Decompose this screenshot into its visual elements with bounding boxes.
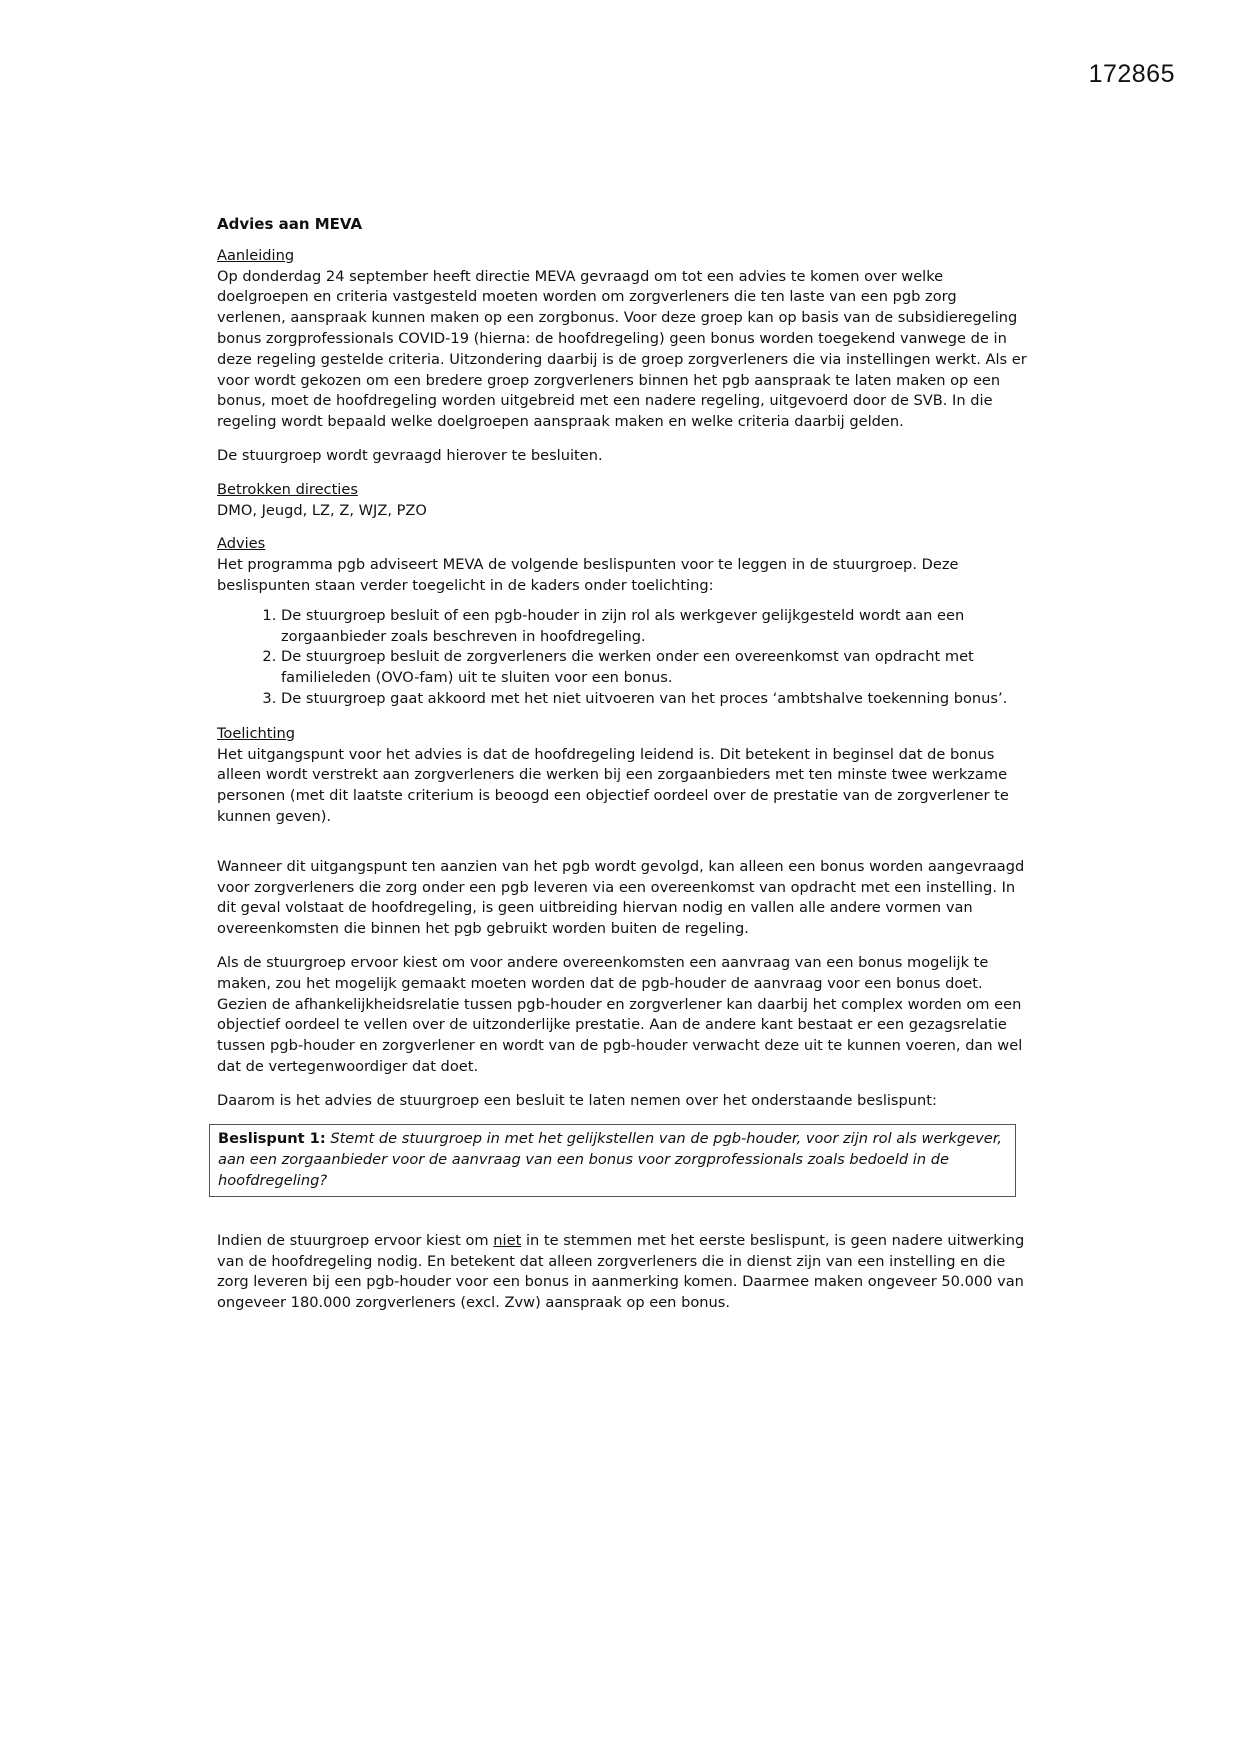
toelichting-paragraph-2: Wanneer dit uitgangspunt ten aanzien van het pgb wordt gevolgd, kan alleen een bonus worden aangevraagd voor zorgverleners die zorg onder een pgb leveren via een overeenkomst van opdracht met een instelling. In dit geval volstaat de hoofdregeling, is geen uitbreiding hiervan nodig en vallen alle andere vormen van overeenkomsten die binnen het pgb gebruikt worden buiten de regeling. — [217, 857, 1025, 938]
document-body — [217, 214, 1027, 1327]
section-betrokken-directies — [217, 480, 1027, 522]
heading-betrokken-directies: Betrokken directies — [217, 480, 358, 498]
heading-toelichting: Toelichting — [217, 724, 296, 742]
toelichting-paragraph-4: Daarom is het advies de stuurgroep een besluit te laten nemen over het onderstaande beslispunt: — [217, 1091, 937, 1109]
beslispunt-1-box — [209, 1124, 1016, 1196]
paragraph-spacer — [217, 841, 1027, 857]
advies-intro: Het programma pgb adviseert MEVA de volgende beslispunten voor te leggen in de stuurgroep. Deze beslispunten staan verder toegelicht in de kaders onder toelichting: — [217, 556, 959, 594]
section-toelichting — [217, 724, 1027, 1112]
beslispunt-1-label: Beslispunt 1: — [218, 1130, 326, 1148]
document-number: 172865 — [1088, 60, 1175, 88]
beslispunt-1-text: Stemt de stuurgroep in met het gelijkstellen van de pgb-houder, voor zijn rol als werkgever, aan een zorgaanbieder voor de aanvraag van een bonus voor zorgprofessionals zoals bedoeld in de hoofdregeling? — [218, 1130, 1003, 1190]
section-advies — [217, 534, 1027, 709]
toelichting-paragraph-3: Als de stuurgroep ervoor kiest om voor andere overeenkomsten een aanvraag van een bonus mogelijk te maken, zou het mogelijk gemaakt moeten worden dat de pgb-houder de aanvraag voor een bonus doet. Gezien de afhankelijkheidsrelatie tussen pgb-houder en zorgverlener kan daarbij het complex worden om een objectief oordeel te vellen over de uitzonderlijke prestatie. Aan de andere kant bestaat er een gezagsrelatie tussen pgb-houder en zorgverlener en wordt van de pgb-houder verwacht deze uit te kunnen voeren, dan wel dat de vertegenwoordiger dat doet. — [217, 953, 1023, 1075]
document-title: Advies aan MEVA — [217, 215, 363, 233]
aanleiding-paragraph-2: De stuurgroep wordt gevraagd hierover te besluiten. — [217, 446, 603, 464]
toelichting-paragraph-1: Het uitgangspunt voor het advies is dat de hoofdregeling leidend is. Dit betekent in beginsel dat de bonus alleen wordt verstrekt aan zorgverleners die werken bij een zorgaanbieders met ten minste twee werkzame personen (met dit laatste criterium is beoogd een objectief oordeel over de prestatie van de zorgverlener te kunnen geven). — [217, 745, 1009, 825]
section-aanleiding — [217, 246, 1027, 467]
conclusie-text-before: Indien de stuurgroep ervoor kiest om — [217, 1231, 494, 1249]
conclusie-underlined-word: niet — [493, 1231, 522, 1249]
conclusie-text-after: in te stemmen met het eerste beslispunt, is geen nadere uitwerking van de hoofdregeling nodig. En betekent dat alleen zorgverleners die in dienst zijn van een instelling en die zorg leveren bij een pgb-houder voor een bonus in aanmerking komen. Daarmee maken ongeveer 50.000 van ongeveer 180.000 zorgverleners (excl. Zvw) aanspraak op een bonus. — [217, 1231, 1025, 1312]
beslispunten-list — [217, 606, 1027, 710]
beslispunt-item: 3. De stuurgroep gaat akkoord met het niet uitvoeren van het proces ‘ambtshalve toekenning bonus’. — [281, 689, 1027, 710]
beslispunt-item: 2. De stuurgroep besluit de zorgverleners die werken onder een overeenkomst van opdracht met familieleden (OVO-fam) uit te sluiten voor een bonus. — [281, 647, 1027, 689]
aanleiding-paragraph-1: Op donderdag 24 september heeft directie MEVA gevraagd om tot een advies te komen over welke doelgroepen en criteria vastgesteld moeten worden om zorgverleners die ten laste van een pgb zorg verlenen, aanspraak kunnen maken op een zorgbonus. Voor deze groep kan op basis van de subsidieregeling bonus zorgprofessionals COVID-19 (hierna: de hoofdregeling) geen bonus worden toegekend vanwege de in deze regeling gestelde criteria. Uitzondering daarbij is de groep zorgverleners die via instellingen werkt. Als er voor wordt gekozen om een bredere groep zorgverleners binnen het pgb aanspraak te laten maken op een bonus, moet de hoofdregeling worden uitgebreid met een nadere regeling, uitgevoerd door de SVB. In die regeling wordt bepaald welke doelgroepen aanspraak maken en welke criteria daarbij gelden. — [217, 267, 1027, 431]
betrokken-directies-list: DMO, Jeugd, LZ, Z, WJZ, PZO — [217, 501, 427, 519]
heading-advies: Advies — [217, 535, 266, 553]
beslispunt-item: 1. De stuurgroep besluit of een pgb-houder in zijn rol als werkgever gelijkgesteld wordt aan een zorgaanbieder zoals beschreven in hoofdregeling. — [281, 606, 1027, 648]
heading-aanleiding: Aanleiding — [217, 246, 295, 264]
conclusie-paragraph — [217, 1231, 1027, 1314]
